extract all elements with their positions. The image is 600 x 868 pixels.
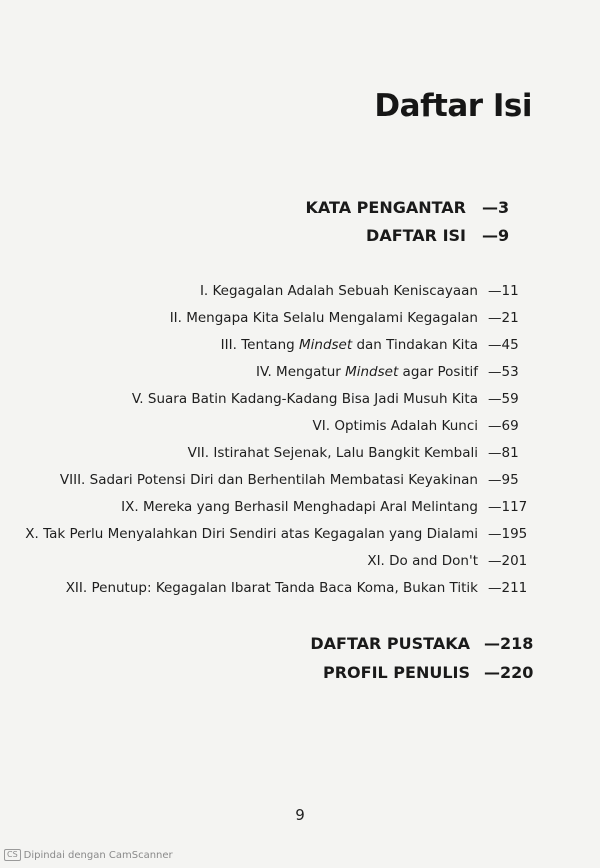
entry-page: —9 bbox=[482, 226, 510, 245]
chapter-entry bbox=[313, 418, 532, 434]
chapter-entry bbox=[200, 283, 532, 299]
chapter-page: —59 bbox=[488, 391, 519, 407]
chapter-page: —45 bbox=[488, 337, 519, 353]
chapter-label: IX. Mereka yang Berhasil Menghadapi Aral Melintang bbox=[121, 499, 478, 515]
entry-label: KATA PENGANTAR bbox=[305, 198, 466, 217]
chapter-label: VII. Istirahat Sejenak, Lalu Bangkit Kembali bbox=[187, 445, 478, 461]
chapter-label: X. Tak Perlu Menyalahkan Diri Sendiri atas Kegagalan yang Dialami bbox=[25, 526, 478, 542]
chapter-page: —195 bbox=[488, 526, 528, 542]
chapter-entry bbox=[121, 499, 532, 515]
chapter-label: VIII. Sadari Potensi Diri dan Berhentilah Membatasi Keyakinan bbox=[59, 472, 478, 488]
chapter-entry bbox=[60, 472, 532, 488]
chapter-page: —81 bbox=[488, 445, 519, 461]
page-number: 9 bbox=[295, 806, 305, 824]
back-matter-entry bbox=[310, 634, 534, 653]
chapter-page: —11 bbox=[488, 283, 519, 299]
watermark-text: Dipindai dengan CamScanner bbox=[23, 849, 173, 861]
chapter-entry bbox=[221, 337, 532, 353]
chapter-label: VI. Optimis Adalah Kunci bbox=[312, 418, 478, 434]
chapter-entry bbox=[66, 580, 532, 596]
entry-label: DAFTAR PUSTAKA bbox=[310, 634, 470, 653]
chapter-page: —69 bbox=[488, 418, 519, 434]
chapter-label: I. Kegagalan Adalah Sebuah Keniscayaan bbox=[199, 283, 478, 299]
entry-page: —220 bbox=[484, 663, 534, 682]
chapter-entry bbox=[132, 391, 532, 407]
chapter-label: IV. Mengatur Mindset agar Positif bbox=[255, 364, 478, 380]
front-matter-entry bbox=[366, 226, 528, 245]
chapter-page: —95 bbox=[488, 472, 519, 488]
chapter-entry bbox=[170, 310, 532, 326]
page-title: Daftar Isi bbox=[374, 88, 532, 124]
chapter-label: II. Mengapa Kita Selalu Mengalami Kegagalan bbox=[169, 310, 478, 326]
chapter-label: XI. Do and Don't bbox=[367, 553, 478, 569]
back-matter-entry bbox=[322, 663, 534, 682]
chapter-page: —53 bbox=[488, 364, 519, 380]
entry-label: PROFIL PENULIS bbox=[322, 663, 470, 682]
entry-label: DAFTAR ISI bbox=[366, 226, 466, 245]
scanner-watermark bbox=[4, 849, 173, 861]
entry-page: —3 bbox=[482, 198, 510, 217]
chapter-label: III. Tentang Mindset dan Tindakan Kita bbox=[220, 337, 478, 353]
front-matter-entry bbox=[306, 198, 529, 217]
camscanner-logo-icon: CS bbox=[4, 849, 21, 861]
chapter-page: —21 bbox=[488, 310, 519, 326]
chapter-entry bbox=[25, 526, 532, 542]
chapter-label: V. Suara Batin Kadang-Kadang Bisa Jadi Musuh Kita bbox=[131, 391, 478, 407]
chapter-page: —201 bbox=[488, 553, 528, 569]
chapter-entry bbox=[256, 364, 532, 380]
chapter-entry bbox=[188, 445, 532, 461]
chapter-entry bbox=[367, 553, 532, 569]
chapter-label: XII. Penutup: Kegagalan Ibarat Tanda Baca Koma, Bukan Titik bbox=[65, 580, 478, 596]
chapter-page: —211 bbox=[488, 580, 528, 596]
entry-page: —218 bbox=[484, 634, 534, 653]
chapter-page: —117 bbox=[488, 499, 528, 515]
